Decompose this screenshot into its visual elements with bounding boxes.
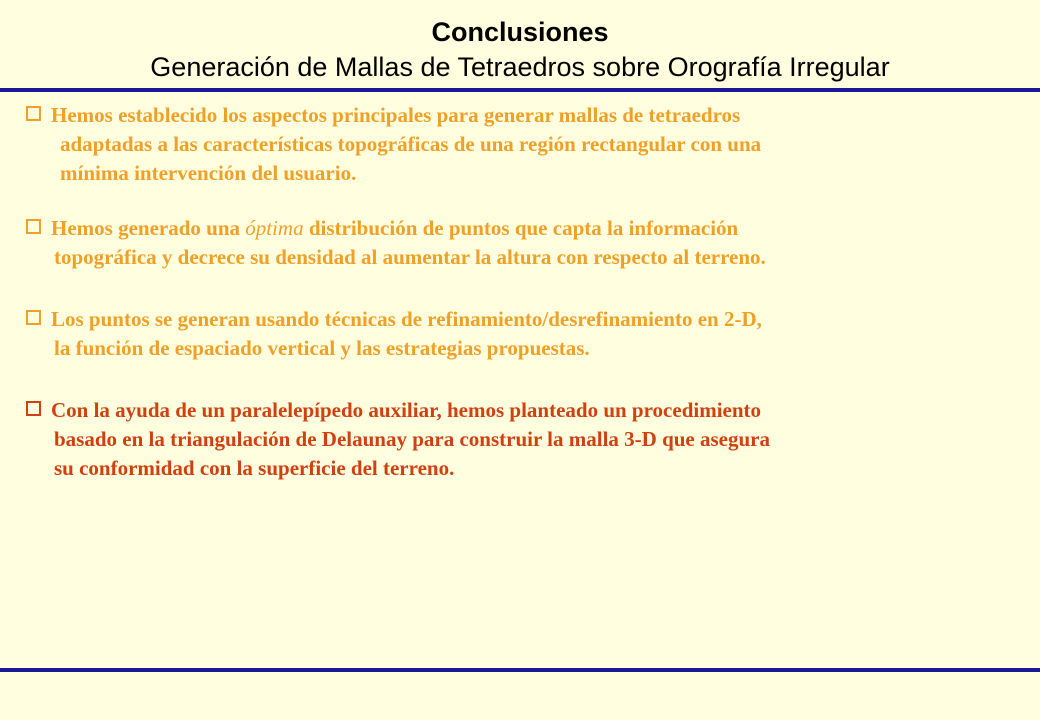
bullet-text: Con la ayuda de un paralelepípedo auxiliar, hemos planteado un procedimiento <box>51 398 762 422</box>
bullet-text: Los puntos se generan usando técnicas de refinamiento/desrefinamiento en 2-D, <box>51 307 762 331</box>
bullet-text: Hemos generado una <box>51 216 246 240</box>
square-bullet-icon <box>26 401 41 416</box>
square-bullet-icon <box>26 219 41 234</box>
bullet-line <box>26 101 761 130</box>
bullet-line: la función de espaciado vertical y las estrategias propuestas. <box>54 336 590 360</box>
bottom-divider <box>0 668 1040 672</box>
bullet-point-3 <box>26 305 762 363</box>
bullet-line: su conformidad con la superficie del terreno. <box>54 456 455 480</box>
bullet-line <box>26 305 762 334</box>
bullet-line: mínima intervención del usuario. <box>60 161 357 185</box>
bullet-point-1 <box>26 101 761 188</box>
slide-title: Conclusiones <box>431 17 609 47</box>
bullet-text: distribución de puntos que capta la información <box>303 216 739 240</box>
bullet-line: basado en la triangulación de Delaunay para construir la malla 3-D que asegura <box>54 427 770 451</box>
bullet-point-2 <box>26 214 766 272</box>
bullet-line: adaptadas a las características topográficas de una región rectangular con una <box>60 132 762 156</box>
slide-subtitle: Generación de Mallas de Tetraedros sobre Orografía Irregular <box>150 52 890 82</box>
slide-header <box>0 14 1040 84</box>
bullet-text: Hemos establecido los aspectos principales para generar mallas de tetraedros <box>51 103 741 127</box>
emphasis-text: óptima <box>245 216 304 240</box>
square-bullet-icon <box>26 106 41 121</box>
bullet-line: topográfica y decrece su densidad al aumentar la altura con respecto al terreno. <box>54 245 766 269</box>
top-divider <box>0 88 1040 92</box>
bullet-line <box>26 396 770 425</box>
bullet-point-4 <box>26 396 770 483</box>
bullet-line <box>26 214 766 243</box>
square-bullet-icon <box>26 310 41 325</box>
